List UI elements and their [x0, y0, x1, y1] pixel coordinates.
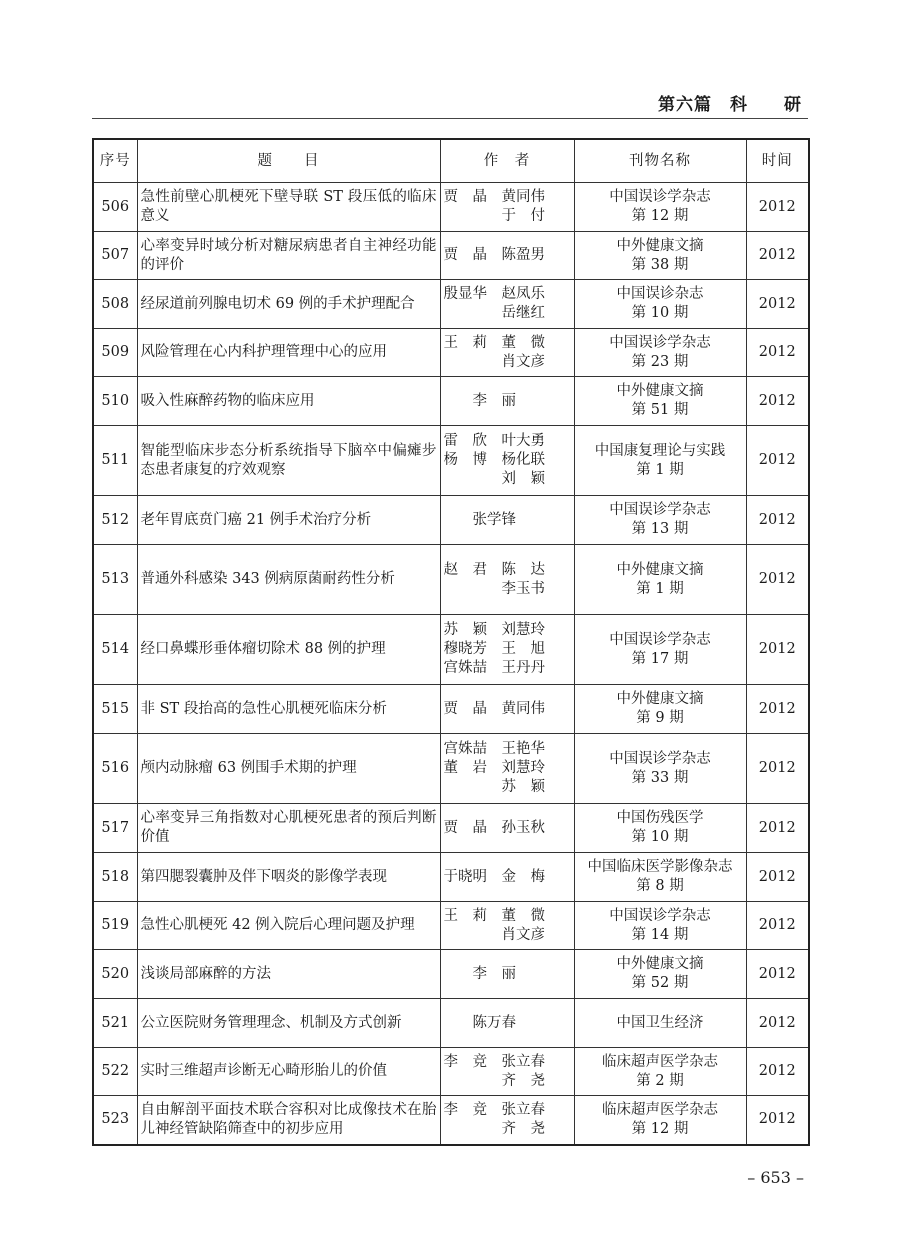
author-line: 王 莉 董 微 [443, 334, 545, 351]
table-row [93, 902, 809, 950]
row-year: 2012 [746, 615, 809, 685]
row-title: 经尿道前列腺电切术 69 例的手术护理配合 [137, 280, 440, 329]
row-journal [574, 329, 746, 377]
row-year: 2012 [746, 545, 809, 615]
journal-name: 中国误诊杂志 [616, 286, 704, 302]
author-line: 肖文彦 [443, 353, 545, 370]
journal-issue: 第 52 期 [631, 975, 689, 991]
row-authors [440, 329, 574, 377]
row-title: 实时三维超声诊断无心畸形胎儿的价值 [137, 1048, 440, 1096]
row-year: 2012 [746, 232, 809, 280]
row-authors [440, 999, 574, 1048]
row-number: 513 [93, 545, 137, 615]
page-number: – 653 – [747, 1168, 804, 1187]
row-year: 2012 [746, 377, 809, 426]
row-title: 自由解剖平面技术联合容积对比成像技术在胎儿神经管缺陷筛查中的初步应用 [137, 1096, 440, 1145]
author-line: 殷显华 赵凤乐 [443, 286, 545, 302]
author-line: 齐 尧 [443, 1072, 545, 1089]
journal-issue: 第 14 期 [631, 926, 689, 943]
table-row [93, 853, 809, 902]
author-line: 于 付 [443, 208, 545, 224]
table-row [93, 232, 809, 280]
row-title: 心率变异三角指数对心肌梗死患者的预后判断价值 [137, 804, 440, 853]
author-line: 苏 颖 刘慧玲 [443, 622, 545, 638]
author-line: 赵 君 陈 达 [443, 561, 545, 578]
row-authors [440, 804, 574, 853]
journal-name: 中外健康文摘 [616, 691, 704, 707]
table-row [93, 999, 809, 1048]
row-journal [574, 545, 746, 615]
row-number: 517 [93, 804, 137, 853]
row-title: 心率变异时域分析对糖尿病患者自主神经功能的评价 [137, 232, 440, 280]
row-year: 2012 [746, 804, 809, 853]
row-authors [440, 280, 574, 329]
journal-name: 中国临床医学影像杂志 [587, 859, 733, 875]
row-journal [574, 734, 746, 804]
row-year: 2012 [746, 950, 809, 999]
table-row [93, 545, 809, 615]
row-journal [574, 183, 746, 232]
table-row [93, 734, 809, 804]
author-line: 贾 晶 陈盈男 [443, 247, 545, 263]
row-year: 2012 [746, 329, 809, 377]
author-line: 肖文彦 [443, 926, 545, 943]
journal-issue: 第 33 期 [631, 769, 689, 786]
row-journal [574, 950, 746, 999]
journal-name: 中国误诊学杂志 [609, 907, 711, 924]
journal-issue: 第 17 期 [631, 650, 689, 667]
row-title: 老年胃底贲门癌 21 例手术治疗分析 [137, 496, 440, 545]
table-row [93, 329, 809, 377]
row-year: 2012 [746, 496, 809, 545]
row-number: 510 [93, 377, 137, 426]
row-title: 颅内动脉瘤 63 例围手术期的护理 [137, 734, 440, 804]
journal-issue: 第 1 期 [636, 461, 684, 478]
author-line: 陈万春 [443, 1014, 516, 1031]
author-line: 张学锋 [443, 511, 516, 528]
row-year: 2012 [746, 183, 809, 232]
column-header-authors: 作 者 [440, 139, 574, 183]
row-title: 急性心肌梗死 42 例入院后心理问题及护理 [137, 902, 440, 950]
row-journal [574, 804, 746, 853]
table-row [93, 426, 809, 496]
row-authors [440, 1048, 574, 1096]
row-journal [574, 1048, 746, 1096]
author-line: 李 竞 张立春 [443, 1053, 545, 1070]
table-header-row [93, 139, 809, 183]
row-number: 518 [93, 853, 137, 902]
journal-issue: 第 12 期 [631, 208, 689, 224]
author-line: 宫姝喆 王丹丹 [443, 660, 545, 676]
author-line: 李 竞 张立春 [443, 1101, 545, 1118]
journal-name: 中国误诊学杂志 [609, 631, 711, 648]
row-authors [440, 377, 574, 426]
row-authors [440, 734, 574, 804]
row-title: 风险管理在心内科护理管理中心的应用 [137, 329, 440, 377]
row-authors [440, 545, 574, 615]
journal-name: 中国误诊学杂志 [609, 502, 711, 518]
author-line: 刘 颖 [443, 471, 545, 487]
journal-issue: 第 8 期 [636, 878, 684, 894]
row-authors [440, 232, 574, 280]
journal-name: 中外健康文摘 [616, 237, 704, 254]
table-row [93, 685, 809, 734]
row-journal [574, 426, 746, 496]
table-row [93, 615, 809, 685]
row-journal [574, 685, 746, 734]
journal-issue: 第 9 期 [636, 710, 684, 726]
author-line: 苏 颖 [443, 779, 545, 795]
author-line: 李 丽 [443, 965, 516, 982]
row-authors [440, 496, 574, 545]
journal-name: 中国伤残医学 [616, 810, 704, 826]
header-rule [92, 118, 808, 119]
column-header-journal: 刊物名称 [574, 139, 746, 183]
table-row [93, 1048, 809, 1096]
author-line: 穆晓芳 王 旭 [443, 641, 545, 657]
author-line: 雷 欣 叶大勇 [443, 433, 545, 449]
row-number: 521 [93, 999, 137, 1048]
journal-name: 中外健康文摘 [616, 956, 704, 972]
row-title: 浅谈局部麻醉的方法 [137, 950, 440, 999]
journal-issue: 第 10 期 [631, 829, 689, 845]
table-row [93, 377, 809, 426]
section-header-title: 第六篇 科 研 [658, 95, 802, 115]
row-journal [574, 377, 746, 426]
author-line: 李 丽 [443, 392, 516, 409]
row-number: 506 [93, 183, 137, 232]
row-journal [574, 280, 746, 329]
row-journal [574, 853, 746, 902]
author-line: 贾 晶 黄同伟 [443, 700, 545, 717]
row-number: 512 [93, 496, 137, 545]
journal-issue: 第 38 期 [631, 256, 689, 273]
author-line: 杨 博 杨化联 [443, 452, 545, 468]
row-journal [574, 615, 746, 685]
journal-name: 中国卫生经济 [616, 1014, 704, 1031]
row-year: 2012 [746, 734, 809, 804]
row-year: 2012 [746, 280, 809, 329]
journal-name: 中国误诊学杂志 [609, 189, 711, 205]
journal-name: 中国误诊学杂志 [609, 750, 711, 767]
author-line: 齐 尧 [443, 1120, 545, 1137]
column-header-title: 题 目 [137, 139, 440, 183]
author-line: 贾 晶 黄同伟 [443, 189, 545, 205]
row-authors [440, 853, 574, 902]
row-title: 非 ST 段抬高的急性心肌梗死临床分析 [137, 685, 440, 734]
journal-issue: 第 1 期 [636, 580, 684, 597]
table-row [93, 496, 809, 545]
row-title: 普通外科感染 343 例病原菌耐药性分析 [137, 545, 440, 615]
row-title: 公立医院财务管理理念、机制及方式创新 [137, 999, 440, 1048]
journal-issue: 第 51 期 [631, 402, 689, 418]
row-number: 515 [93, 685, 137, 734]
row-authors [440, 685, 574, 734]
row-journal [574, 232, 746, 280]
journal-issue: 第 2 期 [636, 1072, 684, 1089]
row-year: 2012 [746, 1048, 809, 1096]
row-authors [440, 183, 574, 232]
author-line: 王 莉 董 微 [443, 907, 545, 924]
row-year: 2012 [746, 1096, 809, 1145]
author-line: 董 岩 刘慧玲 [443, 760, 545, 776]
row-number: 523 [93, 1096, 137, 1145]
table-row [93, 183, 809, 232]
row-number: 509 [93, 329, 137, 377]
journal-name: 中外健康文摘 [616, 561, 704, 578]
row-year: 2012 [746, 999, 809, 1048]
row-title: 智能型临床步态分析系统指导下脑卒中偏瘫步态患者康复的疗效观察 [137, 426, 440, 496]
row-authors [440, 902, 574, 950]
journal-name: 临床超声医学杂志 [602, 1101, 718, 1118]
row-journal [574, 999, 746, 1048]
row-number: 511 [93, 426, 137, 496]
row-number: 520 [93, 950, 137, 999]
column-header-number: 序号 [93, 139, 137, 183]
table-row [93, 1096, 809, 1145]
row-journal [574, 902, 746, 950]
row-number: 514 [93, 615, 137, 685]
row-title: 第四腮裂囊肿及伴下咽炎的影像学表现 [137, 853, 440, 902]
row-title: 经口鼻蝶形垂体瘤切除术 88 例的护理 [137, 615, 440, 685]
journal-issue: 第 23 期 [631, 353, 689, 370]
journal-name: 中国误诊学杂志 [609, 334, 711, 351]
journal-name: 中国康复理论与实践 [594, 442, 726, 459]
row-number: 522 [93, 1048, 137, 1096]
row-year: 2012 [746, 853, 809, 902]
table-body [93, 183, 809, 1145]
row-authors [440, 615, 574, 685]
row-authors [440, 426, 574, 496]
row-title: 吸入性麻醉药物的临床应用 [137, 377, 440, 426]
table-row [93, 950, 809, 999]
row-journal [574, 1096, 746, 1145]
author-line: 于晓明 金 梅 [443, 868, 545, 885]
author-line: 宫姝喆 王艳华 [443, 741, 545, 757]
row-authors [440, 950, 574, 999]
journal-issue: 第 10 期 [631, 305, 689, 321]
row-number: 519 [93, 902, 137, 950]
journal-issue: 第 12 期 [631, 1120, 689, 1137]
row-number: 516 [93, 734, 137, 804]
row-number: 507 [93, 232, 137, 280]
author-line: 岳继红 [443, 305, 545, 321]
table-row [93, 280, 809, 329]
journal-name: 中外健康文摘 [616, 383, 704, 399]
publication-table [92, 138, 810, 1146]
column-header-year: 时间 [746, 139, 809, 183]
author-line: 李玉书 [443, 580, 545, 597]
row-authors [440, 1096, 574, 1145]
row-title: 急性前壁心肌梗死下壁导联 ST 段压低的临床意义 [137, 183, 440, 232]
row-year: 2012 [746, 426, 809, 496]
row-journal [574, 496, 746, 545]
row-year: 2012 [746, 685, 809, 734]
row-year: 2012 [746, 902, 809, 950]
author-line: 贾 晶 孙玉秋 [443, 819, 545, 836]
journal-name: 临床超声医学杂志 [602, 1053, 718, 1070]
row-number: 508 [93, 280, 137, 329]
journal-issue: 第 13 期 [631, 521, 689, 537]
table-row [93, 804, 809, 853]
